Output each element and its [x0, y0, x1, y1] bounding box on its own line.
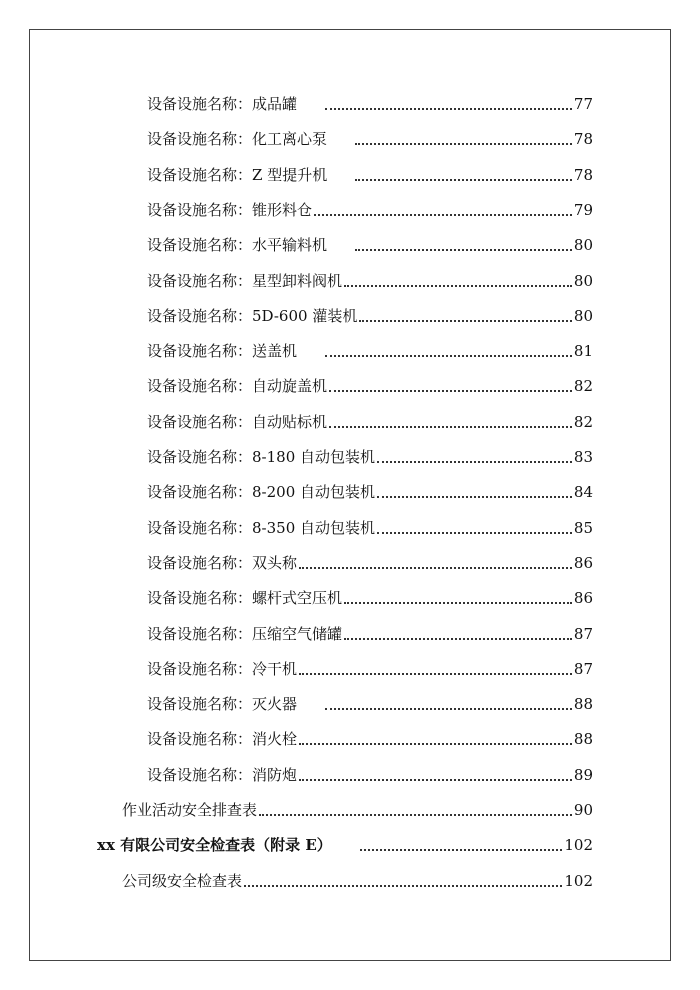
toc-entry-label: 设备设施名称：螺杆式空压机 — [147, 589, 343, 608]
toc-entry[interactable] — [147, 578, 593, 608]
toc-entry-label: 设备设施名称：灭火器 — [147, 695, 298, 714]
toc-entry[interactable] — [147, 614, 593, 644]
toc-dot-leader — [355, 179, 572, 181]
toc-entry[interactable] — [147, 472, 593, 502]
toc-dot-leader — [325, 355, 572, 357]
toc-entry-label: 设备设施名称：8-350 自动包装机 — [147, 518, 376, 537]
toc-entry-label: 设备设施名称：压缩空气储罐 — [147, 624, 343, 643]
toc-page-number: 83 — [573, 448, 593, 466]
toc-dot-leader — [314, 214, 572, 216]
toc-page-number: 80 — [573, 236, 593, 255]
toc-entry[interactable] — [97, 825, 593, 855]
toc-dot-leader — [344, 602, 572, 604]
toc-entry[interactable] — [147, 296, 593, 326]
toc-entry[interactable] — [147, 508, 593, 538]
toc-page-number: 79 — [573, 200, 593, 219]
toc-entry[interactable] — [147, 155, 593, 185]
toc-dot-leader — [355, 143, 572, 145]
toc-entry[interactable] — [147, 543, 593, 573]
toc-entry[interactable] — [122, 861, 593, 891]
toc-page-number: 102 — [564, 871, 593, 890]
toc-page-number: 88 — [573, 695, 593, 714]
toc-entry-label: 设备设施名称：Z 型提升机 — [147, 165, 328, 184]
toc-entry[interactable] — [147, 755, 593, 785]
toc-entry-label: 设备设施名称：自动旋盖机 — [147, 377, 328, 396]
toc-entry-label: 设备设施名称：消火栓 — [147, 730, 298, 749]
toc-dot-leader — [377, 532, 572, 534]
toc-entry[interactable] — [147, 331, 593, 361]
toc-page-number: 90 — [573, 801, 593, 819]
toc-dot-leader — [244, 885, 562, 887]
toc-entry-label: 设备设施名称：消防炮 — [147, 765, 298, 784]
toc-entry-label: 设备设施名称：化工离心泵 — [147, 130, 328, 149]
toc-entry[interactable] — [147, 402, 593, 432]
toc-entry-label: 设备设施名称：自动贴标机 — [147, 412, 328, 431]
toc-entry[interactable] — [147, 84, 593, 114]
toc-page-number: 78 — [573, 165, 593, 184]
toc-dot-leader — [299, 567, 572, 569]
toc-dot-leader — [299, 673, 572, 675]
toc-page-number: 89 — [573, 765, 593, 784]
toc-entry-label: xx 有限公司安全检查表（附录 E） — [97, 836, 332, 855]
toc-page-number: 87 — [573, 659, 593, 678]
toc-entry-label: 设备设施名称：锥形料仓 — [147, 200, 313, 219]
toc-entry[interactable] — [147, 225, 593, 255]
toc-dot-leader — [360, 849, 563, 851]
toc-dot-leader — [359, 320, 572, 322]
toc-entry[interactable] — [147, 261, 593, 291]
toc-dot-leader — [259, 814, 572, 816]
toc-page-number: 102 — [564, 836, 593, 855]
toc-entry-label: 设备设施名称：8-200 自动包装机 — [147, 483, 376, 502]
toc-dot-leader — [325, 708, 572, 710]
toc-page-number: 80 — [573, 306, 593, 325]
toc-entry-label: 设备设施名称：8-180 自动包装机 — [147, 448, 376, 466]
toc-dot-leader — [329, 426, 572, 428]
toc-page-number: 85 — [573, 518, 593, 537]
toc-entry-label: 设备设施名称：送盖机 — [147, 342, 298, 361]
toc-entry-label: 设备设施名称：5D-600 灌装机 — [147, 306, 358, 325]
toc-entry-label: 公司级安全检查表 — [122, 871, 243, 890]
toc-page-number: 81 — [573, 342, 593, 361]
toc-dot-leader — [299, 779, 572, 781]
toc-dot-leader — [299, 743, 572, 745]
toc-entry-label: 作业活动安全排查表 — [122, 801, 258, 819]
toc-dot-leader — [377, 461, 572, 463]
toc-entry[interactable] — [147, 366, 593, 396]
toc-dot-leader — [355, 249, 572, 251]
toc-dot-leader — [329, 390, 572, 392]
toc-dot-leader — [344, 638, 572, 640]
toc-page-number: 84 — [573, 483, 593, 502]
toc-entry[interactable] — [122, 790, 593, 820]
toc-dot-leader — [377, 496, 572, 498]
toc-entry-label: 设备设施名称：星型卸料阀机 — [147, 271, 343, 290]
toc-page-number: 87 — [573, 624, 593, 643]
toc-page-number: 86 — [573, 589, 593, 608]
toc-entry[interactable] — [147, 649, 593, 679]
toc-page-number: 82 — [573, 412, 593, 431]
toc-page-number: 88 — [573, 730, 593, 749]
toc-page-number: 77 — [573, 95, 593, 113]
toc-entry[interactable] — [147, 437, 593, 467]
toc-dot-leader — [344, 285, 572, 287]
toc-entry[interactable] — [147, 119, 593, 149]
toc-page-number: 82 — [573, 377, 593, 396]
toc-dot-leader — [325, 108, 572, 110]
toc-page-number: 86 — [573, 553, 593, 572]
toc-entry-label: 设备设施名称：水平输料机 — [147, 236, 328, 255]
toc-entry[interactable] — [147, 719, 593, 749]
toc-page-number: 78 — [573, 130, 593, 149]
toc-page-number: 80 — [573, 271, 593, 290]
toc-entry[interactable] — [147, 190, 593, 220]
toc-entry[interactable] — [147, 684, 593, 714]
toc-entry-label: 设备设施名称：双头称 — [147, 553, 298, 572]
toc-entry-label: 设备设施名称：冷干机 — [147, 659, 298, 678]
toc-entry-label: 设备设施名称：成品罐 — [147, 95, 298, 113]
